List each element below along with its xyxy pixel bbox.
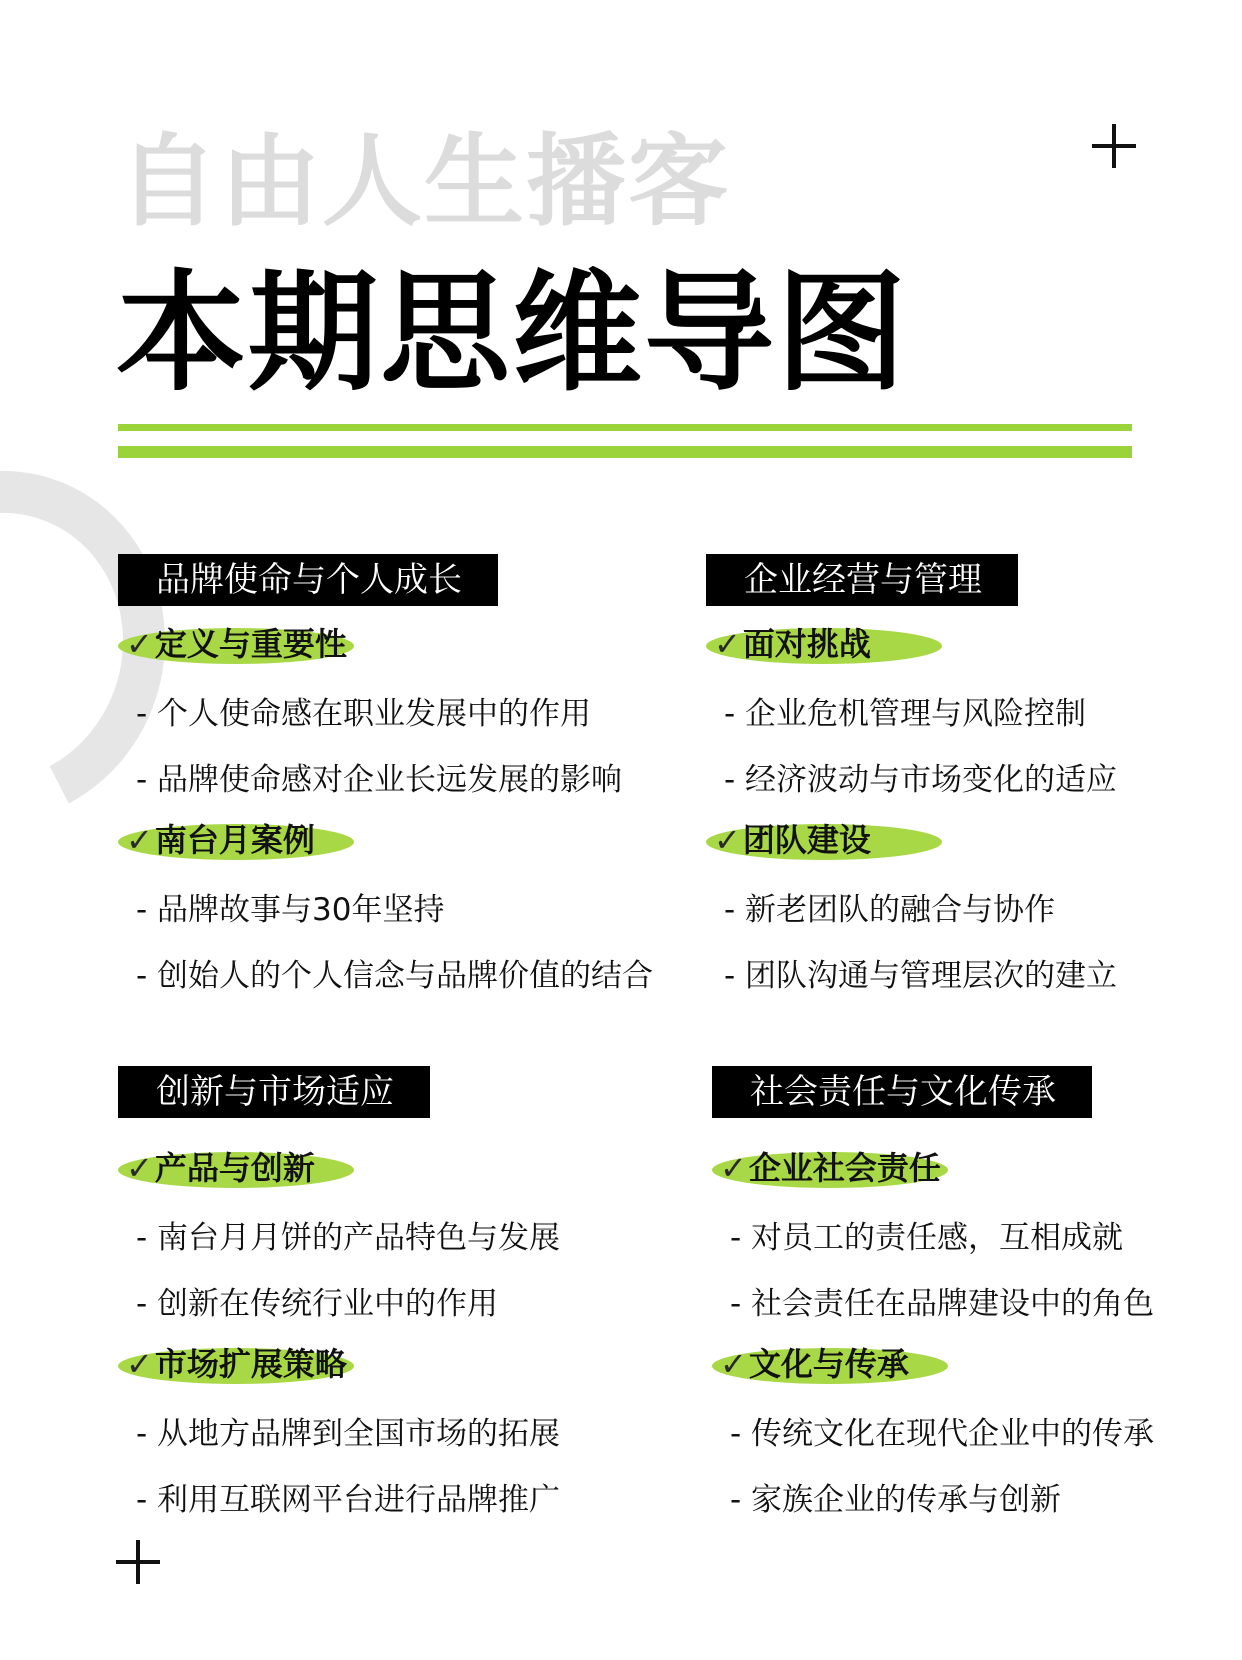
list-item: - 利用互联网平台进行品牌推广: [136, 1482, 561, 1518]
list-item: - 经济波动与市场变化的适应: [724, 762, 1118, 798]
section-title: 创新与市场适应: [118, 1066, 430, 1118]
list-item: - 企业危机管理与风险控制: [724, 696, 1087, 732]
list-item: - 品牌故事与30年坚持: [136, 892, 445, 928]
list-item: - 创新在传统行业中的作用: [136, 1286, 499, 1322]
subtopic: [118, 818, 653, 866]
check-icon: ✓: [126, 625, 153, 663]
subtopic-label: 面对挑战: [742, 625, 871, 663]
plus-icon: [116, 1540, 160, 1584]
subtopic: [712, 1146, 1154, 1194]
check-icon: ✓: [720, 1149, 747, 1187]
subtopic-label: 南台月案例: [154, 821, 315, 859]
subtopic: [712, 1342, 1154, 1390]
section-business-management: [706, 554, 1117, 998]
subtopic-label: 产品与创新: [154, 1149, 315, 1187]
subtopic-label: 企业社会责任: [748, 1149, 941, 1187]
subtopic-label: 市场扩展策略: [154, 1345, 347, 1383]
list-item: - 创始人的个人信念与品牌价值的结合: [136, 958, 654, 994]
section-social-responsibility: [712, 1066, 1154, 1522]
check-icon: ✓: [126, 1149, 153, 1187]
list-item: - 南台月月饼的产品特色与发展: [136, 1220, 561, 1256]
section-innovation-market: [118, 1066, 560, 1522]
list-item: - 品牌使命感对企业长远发展的影响: [136, 762, 623, 798]
subtopic-label: 定义与重要性: [154, 625, 347, 663]
list-item: - 个人使命感在职业发展中的作用: [136, 696, 592, 732]
list-item: - 社会责任在品牌建设中的角色: [730, 1286, 1155, 1322]
list-item: - 团队沟通与管理层次的建立: [724, 958, 1118, 994]
subtopic: [118, 1342, 560, 1390]
page-subtitle: 自由人生播客: [118, 123, 730, 240]
accent-divider-thin: [118, 424, 1132, 431]
list-item: - 对员工的责任感，互相成就: [730, 1220, 1124, 1256]
section-title: 品牌使命与个人成长: [118, 554, 498, 606]
subtopic: [118, 622, 653, 670]
subtopic: [118, 1146, 560, 1194]
section-brand-mission: [118, 554, 653, 998]
list-item: - 家族企业的传承与创新: [730, 1482, 1062, 1518]
accent-divider-thick: [118, 446, 1132, 458]
subtopic-label: 文化与传承: [748, 1345, 909, 1383]
subtopic: [706, 622, 1117, 670]
subtopic: [706, 818, 1117, 866]
list-item: - 新老团队的融合与协作: [724, 892, 1056, 928]
section-title: 社会责任与文化传承: [712, 1066, 1092, 1118]
list-item: - 从地方品牌到全国市场的拓展: [136, 1416, 561, 1452]
plus-icon: [1092, 124, 1136, 168]
section-title: 企业经营与管理: [706, 554, 1018, 606]
subtopic-label: 团队建设: [742, 821, 871, 859]
page-title: 本期思维导图: [116, 257, 909, 409]
list-item: - 传统文化在现代企业中的传承: [730, 1416, 1155, 1452]
check-icon: ✓: [126, 821, 153, 859]
check-icon: ✓: [720, 1345, 747, 1383]
check-icon: ✓: [714, 821, 741, 859]
check-icon: ✓: [714, 625, 741, 663]
check-icon: ✓: [126, 1345, 153, 1383]
